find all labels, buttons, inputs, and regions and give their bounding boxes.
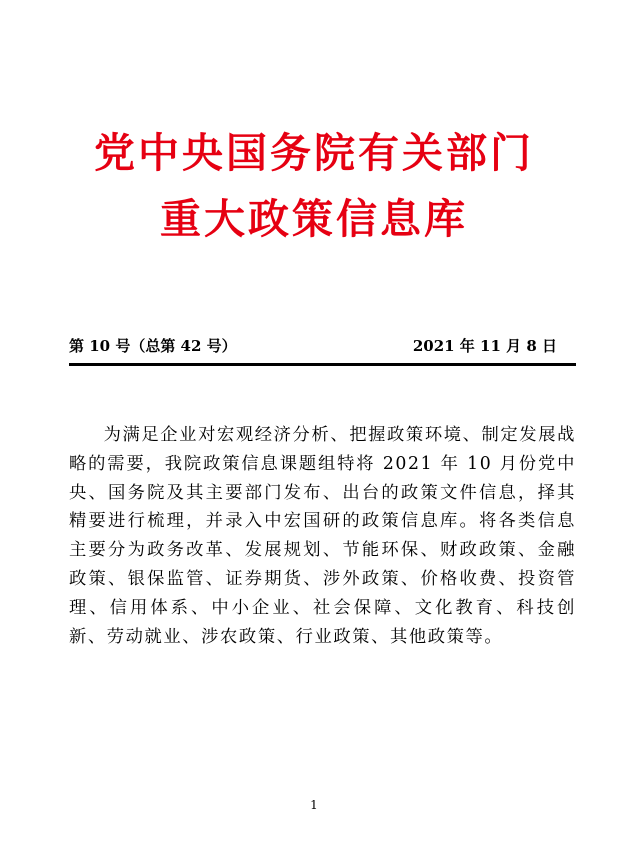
issue-date: 2021 年 11 月 8 日 bbox=[412, 337, 557, 355]
header-divider bbox=[69, 363, 576, 366]
title-line-1: 党中央国务院有关部门 bbox=[94, 129, 534, 177]
issue-number: 第 10 号（总第 42 号） bbox=[69, 337, 237, 355]
issue-info-row bbox=[69, 335, 557, 357]
title-line-2: 重大政策信息库 bbox=[160, 195, 468, 243]
page-number: 1 bbox=[310, 798, 318, 812]
body-paragraph: 为满足企业对宏观经济分析、把握政策环境、制定发展战略的需要，我院政策信息课题组特将 2021 年 10 月份党中央、国务院及其主要部门发布、出台的政策文件信息，择其精要进行梳理，并录入中宏国研的政策信息库。将各类信息主要分为政务改革、发展规划、节能环保、财政政策、金融政策、银保监管、证券期货、涉外政策、价格收费、投资管理、信用体系、中小企业、社会保障、文化教育、科技创新、劳动就业、涉农政策、行业政策、其他政策等。 bbox=[69, 425, 576, 647]
